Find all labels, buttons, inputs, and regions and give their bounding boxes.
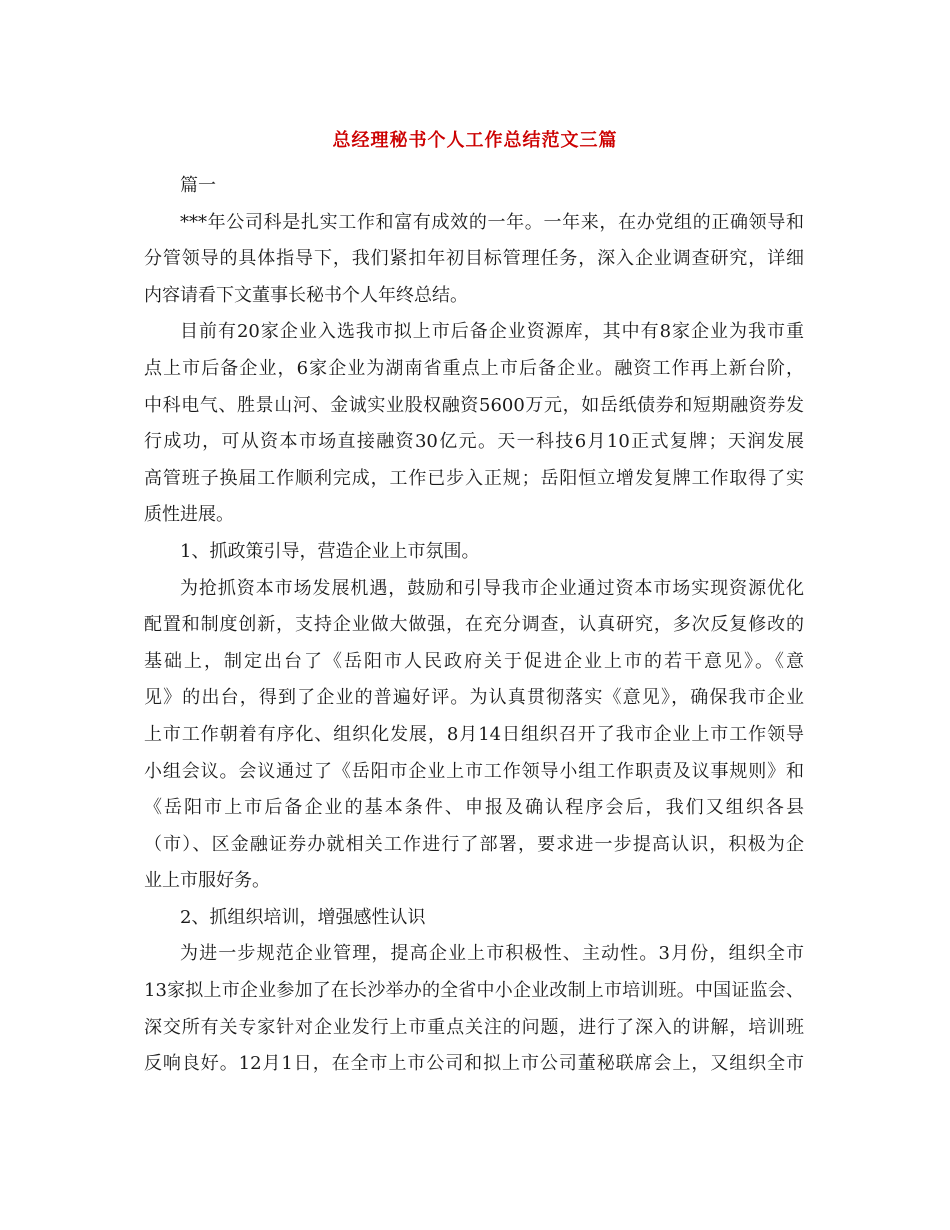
body-text-line: 目前有20家企业入选我市拟上市后备企业资源库，其中有8家企业为我市重 bbox=[180, 321, 804, 343]
body-text-line: ***年公司科是扎实工作和富有成效的一年。一年来，在办党组的正确领导和 bbox=[180, 211, 804, 233]
body-text-line: 配置和制度创新，支持企业做大做强，在充分调查，认真研究，多次反复修改的 bbox=[144, 614, 804, 636]
body-text-line: 为抢抓资本市场发展机遇，鼓励和引导我市企业通过资本市场实现资源优化 bbox=[180, 577, 804, 599]
body-text-line: 《岳阳市上市后备企业的基本条件、申报及确认程序会后，我们又组织各县 bbox=[144, 797, 804, 819]
body-text-line: 见》的出台，得到了企业的普遍好评。为认真贯彻落实《意见》，确保我市企业 bbox=[144, 687, 804, 709]
body-text-line: 上市工作朝着有序化、组织化发展，8月14日组织召开了我市企业上市工作领导 bbox=[144, 723, 804, 745]
body-text-line: 2、抓组织培训，增强感性认识 bbox=[180, 906, 426, 928]
body-text-line: 行成功，可从资本市场直接融资30亿元。天一科技6月10正式复牌；天润发展 bbox=[144, 431, 804, 453]
body-text-line: 中科电气、胜景山河、金诚实业股权融资5600万元，如岳纸债券和短期融资券发 bbox=[144, 394, 804, 416]
body-text-line: 内容请看下文董事长秘书个人年终总结。 bbox=[144, 284, 468, 306]
body-text-line: 高管班子换届工作顺利完成，工作已步入正规；岳阳恒立增发复牌工作取得了实 bbox=[144, 467, 804, 489]
body-text-line: 篇一 bbox=[180, 175, 216, 196]
body-text-line: 深交所有关专家针对企业发行上市重点关注的问题，进行了深入的讲解，培训班 bbox=[144, 1016, 804, 1038]
body-text-line: 业上市服好务。 bbox=[144, 870, 270, 892]
document-body bbox=[144, 168, 804, 1083]
body-text-line: 分管领导的具体指导下，我们紧扣年初目标管理任务，深入企业调查研究，详细 bbox=[144, 248, 804, 270]
body-text-line: （市）、区金融证券办就相关工作进行了部署，要求进一步提高认识，积极为企 bbox=[144, 833, 804, 855]
body-text-line: 基础上，制定出台了《岳阳市人民政府关于促进企业上市的若干意见》。《意 bbox=[144, 650, 804, 672]
body-text-line: 质性进展。 bbox=[144, 504, 234, 526]
body-text-line: 反响良好。12月1日，在全市上市公司和拟上市公司董秘联席会上，又组织全市 bbox=[144, 1053, 804, 1075]
document-title: 总经理秘书个人工作总结范文三篇 bbox=[332, 130, 618, 151]
body-text-line: 1、抓政策引导，营造企业上市氛围。 bbox=[180, 540, 480, 562]
body-text-line: 小组会议。会议通过了《岳阳市企业上市工作领导小组工作职责及议事规则》和 bbox=[144, 760, 804, 782]
body-text-line: 点上市后备企业，6家企业为湖南省重点上市后备企业。融资工作再上新台阶， bbox=[144, 357, 804, 379]
body-text-line: 13家拟上市企业参加了在长沙举办的全省中小企业改制上市培训班。中国证监会、 bbox=[144, 980, 804, 1002]
body-text-line: 为进一步规范企业管理，提高企业上市积极性、主动性。3月份，组织全市 bbox=[180, 943, 804, 965]
